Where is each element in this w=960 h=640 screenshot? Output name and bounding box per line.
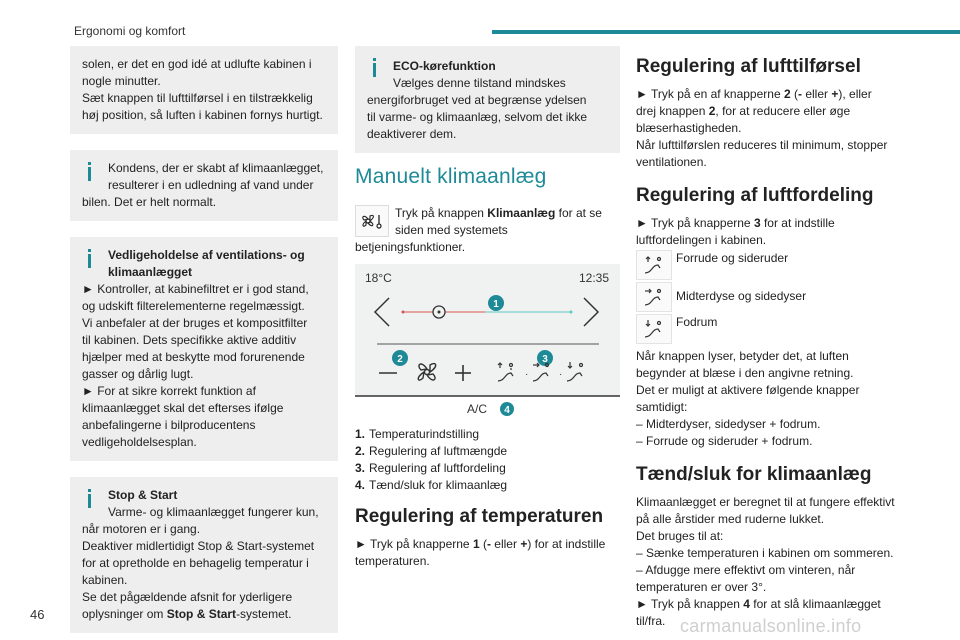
text-line: til varme- og klimaanlæg, selvom det ikke [367, 110, 588, 124]
distribution-windscreen-row [636, 250, 916, 280]
text-line: Klimaanlægget er beregnet til at fungere effektivt [636, 495, 895, 509]
temperature-paragraph [355, 536, 620, 570]
text-line [395, 205, 602, 222]
distribution-windscreen-icon[interactable] [498, 363, 513, 381]
text-line: blæserhastigheden. [636, 121, 742, 135]
section-heading-air-supply: Regulering af lufttilførsel [636, 56, 861, 77]
text-line: – Afdugge mere effektivt om vinteren, når [636, 563, 856, 577]
text-run: -systemet. [236, 607, 292, 621]
climate-screen-illustration [355, 264, 620, 416]
text-line: Varme- og klimaanlægget fungerer kun, [108, 505, 319, 519]
distribution-label: Midterdyse og sidedyser [676, 289, 807, 303]
column-middle [355, 46, 620, 570]
text-line: begynder at blæse i den angivne retning. [636, 366, 854, 380]
distribution-vents-icon[interactable] [533, 363, 549, 381]
center-vents-airflow-icon [636, 282, 672, 312]
text-line: på alle årstider med ruderne lukket. [636, 512, 825, 526]
text-line: Deaktiver midlertidigt Stop & Start-systemet [82, 539, 315, 553]
text-line: vedligeholdelsesplan. [82, 435, 197, 449]
text-line: ventilationen. [636, 155, 707, 169]
text-line: temperaturen er over 3°. [636, 580, 767, 594]
text-line: anbefalingerne i bilproducentens [82, 418, 256, 432]
text-line: når motoren er i gang. [82, 522, 201, 536]
info-box-ventilation [70, 46, 338, 134]
text-line: Når lufttilførslen reduceres til minimum, stopper [636, 138, 888, 152]
text-line: ► Tryk på en af knapperne 2 (- eller +), eller [636, 87, 872, 101]
text-line: drej knappen 2, for at reducere eller øge [636, 104, 851, 118]
text-line: nogle minutter. [82, 74, 161, 88]
text-line [82, 606, 326, 623]
svg-text:·: · [525, 369, 529, 380]
text-run: for at se [555, 206, 602, 220]
text-line: – Forrude og sideruder + fodrum. [636, 434, 813, 448]
ac-button-label[interactable]: A/C [466, 402, 488, 416]
ac-on-off-paragraph [636, 494, 916, 630]
text-line: og udskift filterelementerne regelmæssigt. [82, 299, 305, 313]
header-accent-bar [492, 30, 960, 34]
section-heading-ac-on-off: Tænd/sluk for klimaanlæg [636, 464, 872, 485]
info-box-eco [355, 46, 620, 153]
box-title: Vedligeholdelse af ventilations- og [108, 248, 305, 262]
fan-icon[interactable] [418, 364, 435, 380]
text-line: til/fra. [636, 614, 666, 628]
box-title: ECO-kørefunktion [393, 59, 496, 73]
temp-decrease-chevron-icon[interactable] [375, 298, 389, 326]
list-item: 1. Temperaturindstilling [355, 427, 480, 441]
distribution-label: Forrude og sideruder [676, 251, 789, 265]
text-line: luftfordelingen i kabinen. [636, 233, 767, 247]
section-heading-air-distribution: Regulering af luftfordeling [636, 185, 874, 206]
text-line: deaktiverer dem. [367, 127, 457, 141]
text-line: Når knappen lyser, betyder det, at luften [636, 349, 849, 363]
text-line: høj position, så luften i kabinen fornys hurtigt. [82, 108, 323, 122]
text-line: energiforbruget ved at begrænse ydelsen [367, 93, 587, 107]
text-line: Vi anbefaler at der bruges et kompositfilter [82, 316, 308, 330]
section-heading-temperature: Regulering af temperaturen [355, 506, 604, 527]
text-line: temperaturen. [355, 554, 430, 568]
text-line: Sæt knappen til lufttilførsel i en tilstrækkelig [82, 91, 313, 105]
bold-run: Stop & Start [166, 607, 237, 621]
distribution-label: Fodrum [676, 315, 718, 329]
text-line: Vælges denne tilstand mindskes [393, 76, 566, 90]
text-line: siden med systemets [395, 223, 508, 237]
text-run: Tryk på knappen [395, 206, 488, 220]
temp-increase-chevron-icon[interactable] [584, 298, 598, 326]
text-line: ► Tryk på knapperne 3 for at indstille [636, 216, 835, 230]
text-line: gasser og dårlig lugt. [82, 367, 194, 381]
distribution-footwell-icon[interactable] [567, 362, 583, 381]
marker-label: 1 [493, 299, 499, 310]
section-heading-manual-ac: Manuelt klimaanlæg [355, 165, 547, 188]
marker-label: 3 [542, 354, 548, 365]
text-line: – Midterdyser, sidedyser + fodrum. [636, 417, 821, 431]
marker-label: 4 [504, 405, 510, 416]
text-line: ► Tryk på knappen 4 for at slå klimaanlægget [636, 597, 881, 611]
text-line: ► Kontroller, at kabinefiltret er i god stand, [82, 282, 309, 296]
text-line: til kabinen. Dets specifikke aktive additiv [82, 333, 297, 347]
text-line: kabinen. [82, 573, 128, 587]
screen-time: 12:35 [579, 271, 610, 285]
text-line: Det bruges til at: [636, 529, 724, 543]
info-box-condensation [70, 150, 338, 221]
column-right [636, 46, 916, 630]
text-line: Kondens, der er skabt af klimaanlægget, [108, 161, 324, 175]
marker-label: 2 [397, 354, 403, 365]
text-line: solen, er det en god idé at udlufte kabinen i [82, 57, 312, 71]
list-item: 4. Tænd/sluk for klimaanlæg [355, 478, 508, 492]
watermark: carmanualsonline.info [680, 616, 862, 636]
intro-paragraph [355, 205, 620, 239]
indicator-paragraph [636, 348, 916, 450]
list-item: 2. Regulering af luftmængde [355, 444, 508, 458]
legend-list [355, 426, 620, 494]
box-title: Stop & Start [108, 488, 178, 502]
text-line: ► Tryk på knapperne 1 (- eller +) for at indstille [355, 537, 606, 551]
text-line: resulterer i en udledning af vand under [108, 178, 314, 192]
distribution-footwell-row [636, 314, 916, 344]
text-line: hjælper med at beskytte mod forurenende [82, 350, 305, 364]
running-header: Ergonomi og komfort [74, 24, 186, 38]
text-line: samtidigt: [636, 400, 688, 414]
text-line: ► For at sikre korrekt funktion af [82, 384, 256, 398]
climate-fan-icon [355, 205, 389, 237]
bold-run: Klimaanlæg [487, 206, 556, 220]
info-box-maintenance [70, 237, 338, 461]
column-left [70, 46, 338, 640]
windscreen-airflow-icon [636, 250, 672, 280]
text-line: for at opretholde en behagelig temperatur i [82, 556, 309, 570]
box-title: klimaanlægget [108, 265, 193, 279]
text-run: oplysninger om [82, 607, 167, 621]
screen-temperature: 18°C [365, 271, 392, 285]
text-line: klimaanlægget skal det efterses ifølge [82, 401, 284, 415]
text-line: betjeningsfunktioner. [355, 240, 466, 254]
text-line: Det er muligt at aktivere følgende knapper [636, 383, 860, 397]
text-line: Se det pågældende afsnit for yderligere [82, 590, 293, 604]
air-distribution-paragraph [636, 215, 916, 249]
air-supply-paragraph [636, 86, 916, 171]
list-item: 3. Regulering af luftfordeling [355, 461, 506, 475]
distribution-vents-row [636, 282, 916, 312]
svg-text:·: · [559, 369, 563, 380]
info-box-stop-start [70, 477, 338, 633]
footwell-airflow-icon [636, 314, 672, 344]
page-number: 46 [30, 607, 45, 622]
text-line: – Sænke temperaturen i kabinen om sommeren. [636, 546, 894, 560]
text-line: bilen. Det er helt normalt. [82, 195, 217, 209]
